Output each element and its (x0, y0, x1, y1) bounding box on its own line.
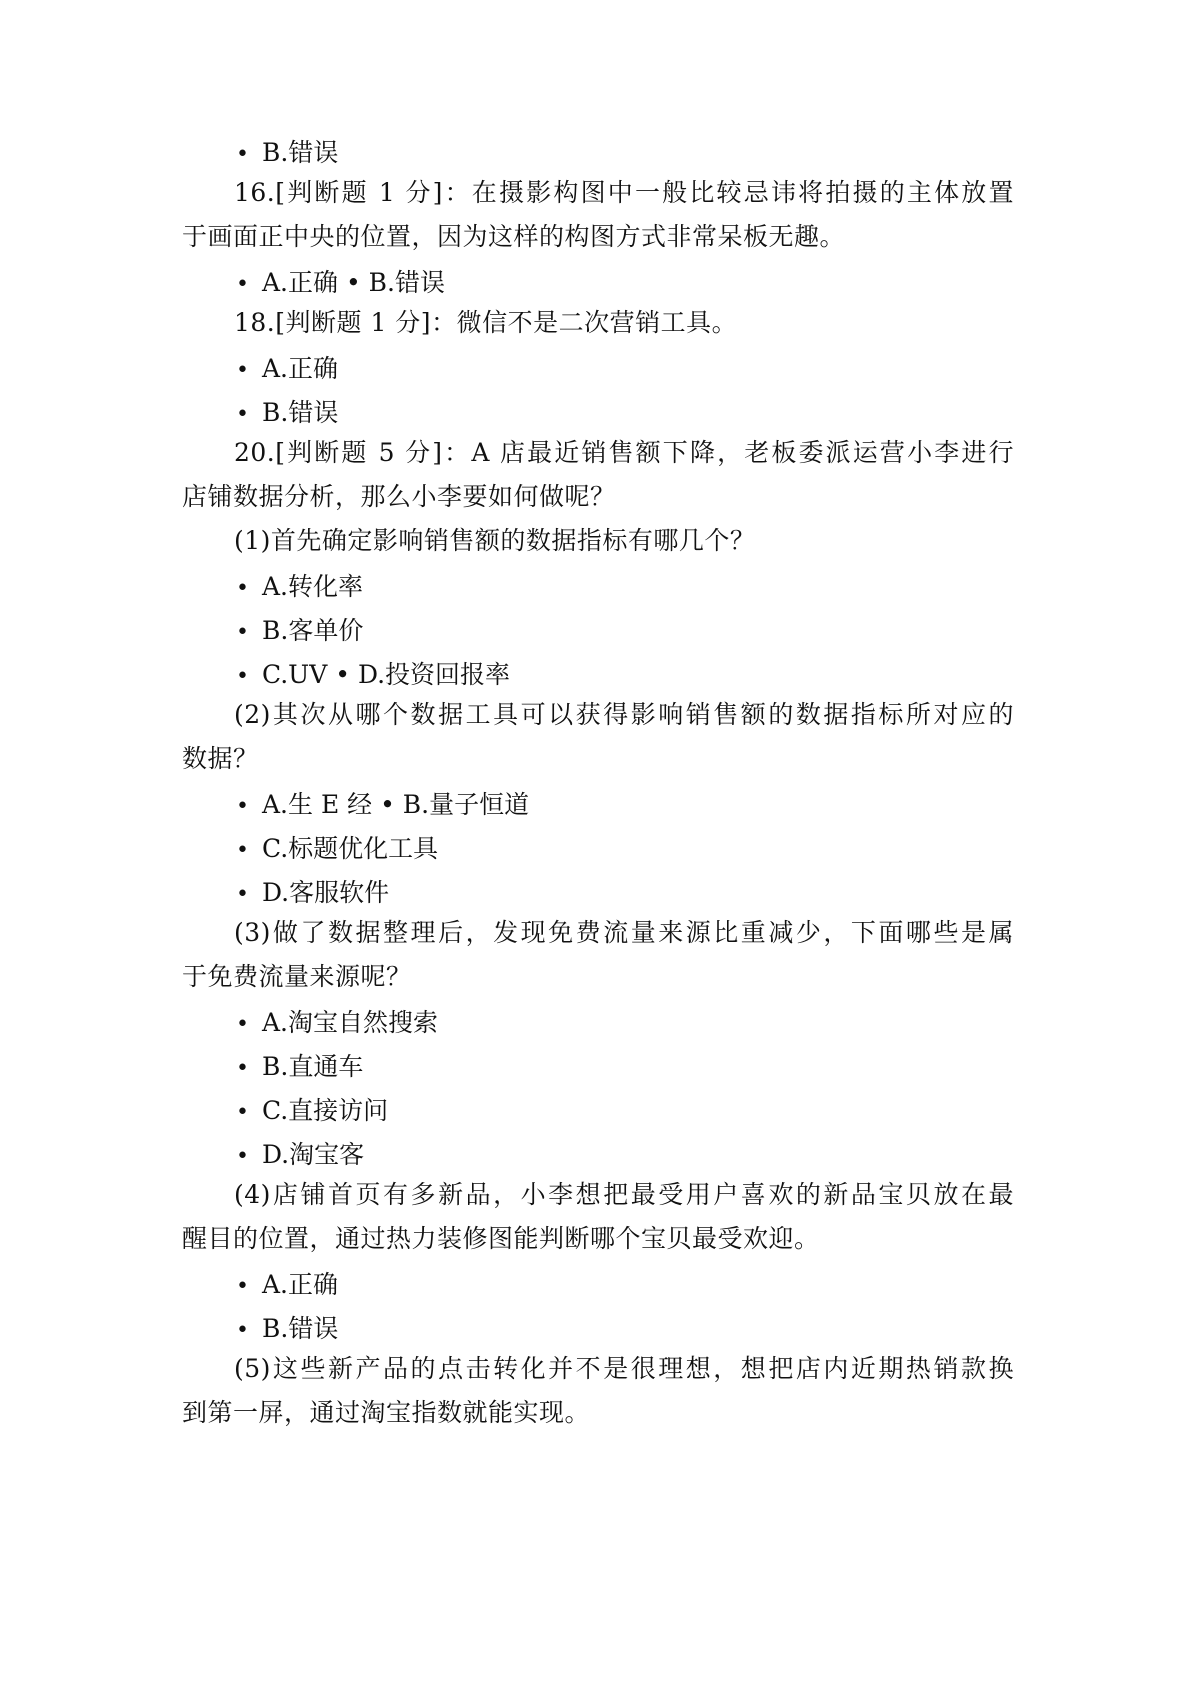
option-text: B.直通车 (262, 1052, 364, 1081)
bullet-icon: • (236, 1318, 249, 1343)
option-text: C.标题优化工具 (262, 834, 439, 863)
option-text: C.UV • D.投资回报率 (262, 660, 511, 689)
bullet-icon: • (236, 358, 249, 383)
option-text: B.错误 (262, 398, 339, 427)
option-text: C.直接访问 (262, 1096, 389, 1125)
question-18: 18.[判断题 1 分]：微信不是二次营销工具。 (234, 308, 738, 337)
option-text: A.转化率 (262, 572, 364, 601)
sub-question-2: (2)其次从哪个数据工具可以获得影响销售额的数据指标所对应的 (234, 700, 1014, 729)
bullet-icon: • (236, 142, 249, 167)
option-line (236, 1268, 338, 1304)
bullet-icon: • (236, 838, 249, 863)
option-text: B.客单价 (262, 616, 364, 645)
option-text: A.正确 (262, 354, 339, 383)
option-line (236, 1312, 338, 1348)
bullet-icon: • (236, 272, 249, 297)
bullet-icon: • (236, 576, 249, 601)
bullet-icon: • (236, 620, 249, 645)
option-text: D.客服软件 (262, 878, 390, 907)
option-line (236, 876, 389, 912)
sub-question-2-continued: 数据？ (182, 744, 259, 773)
option-line (236, 788, 529, 824)
option-line (236, 352, 338, 388)
bullet-icon: • (236, 1144, 249, 1169)
option-text: B.错误 (262, 138, 339, 167)
bullet-icon: • (236, 1012, 249, 1037)
sub-question-3-continued: 于免费流量来源呢？ (182, 962, 412, 991)
question-20-continued: 店铺数据分析，那么小李要如何做呢？ (182, 482, 616, 511)
bullet-icon: • (236, 794, 249, 819)
option-text: A.生 E 经 • B.量子恒道 (262, 790, 530, 819)
option-line (236, 1138, 364, 1174)
sub-question-4-continued: 醒目的位置，通过热力装修图能判断哪个宝贝最受欢迎。 (182, 1224, 820, 1253)
bullet-icon: • (236, 1274, 249, 1299)
sub-question-1: (1)首先确定影响销售额的数据指标有哪几个？ (234, 526, 756, 555)
bullet-icon: • (236, 1100, 249, 1125)
option-line (236, 614, 363, 650)
option-text: A.正确 (262, 1270, 339, 1299)
question-20: 20.[判断题 5 分]：A 店最近销售额下降，老板委派运营小李进行 (234, 438, 1014, 467)
question-16: 16.[判断题 1 分]：在摄影构图中一般比较忌讳将拍摄的主体放置 (234, 178, 1014, 207)
option-line (236, 136, 338, 172)
question-16-continued: 于画面正中央的位置，因为这样的构图方式非常呆板无趣。 (182, 222, 846, 251)
option-line (236, 1050, 363, 1086)
bullet-icon: • (236, 1056, 249, 1081)
option-text: A.正确 • B.错误 (262, 268, 445, 297)
sub-question-5-continued: 到第一屏，通过淘宝指数就能实现。 (182, 1398, 591, 1427)
option-line (236, 832, 438, 868)
option-line (236, 266, 445, 302)
bullet-icon: • (236, 882, 249, 907)
option-line (236, 658, 510, 694)
option-line (236, 1006, 438, 1042)
sub-question-3: (3)做了数据整理后，发现免费流量来源比重减少，下面哪些是属 (234, 918, 1014, 947)
option-line (236, 396, 338, 432)
option-line (236, 570, 363, 606)
option-text: A.淘宝自然搜索 (262, 1008, 439, 1037)
sub-question-5: (5)这些新产品的点击转化并不是很理想，想把店内近期热销款换 (234, 1354, 1014, 1383)
bullet-icon: • (236, 664, 249, 689)
option-text: D.淘宝客 (262, 1140, 365, 1169)
option-line (236, 1094, 388, 1130)
sub-question-4: (4)店铺首页有多新品，小李想把最受用户喜欢的新品宝贝放在最 (234, 1180, 1014, 1209)
option-text: B.错误 (262, 1314, 339, 1343)
bullet-icon: • (236, 402, 249, 427)
